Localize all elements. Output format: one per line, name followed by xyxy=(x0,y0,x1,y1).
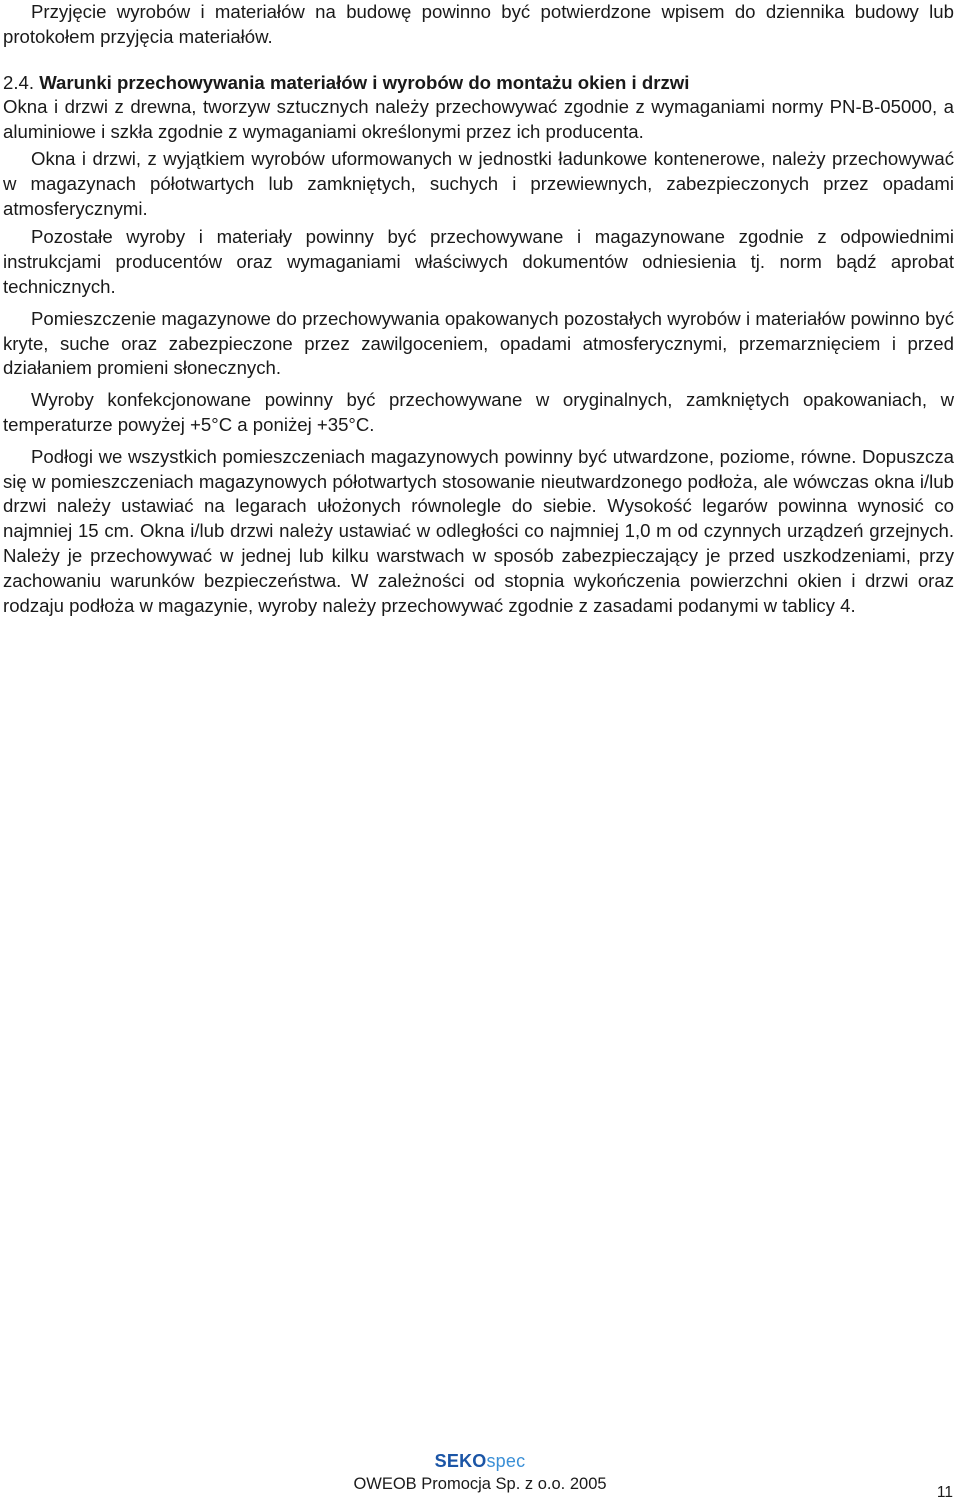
paragraph-storage-room: Pomieszczenie magazynowe do przechowywania opakowanych pozostałych wyrobów i materiałów powinno być kryte, suche oraz zabezpieczone przez zawilgoceniem, opadami atmosferycznymi, przemarznięciem i przed działaniem promieni słonecznych. xyxy=(3,307,954,379)
page-footer xyxy=(0,1450,960,1494)
paragraph-floors: Podłogi we wszystkich pomieszczeniach magazynowych powinny być utwardzone, poziome, równe. Dopuszcza się w pomieszczeniach magazynowych półotwartych stosowanie nieutwardzonego podłoża, ale wówczas okna i/lub drzwi należy ustawiać na legarach ułożonych równolegle do siebie. Wysokość legarów powinna wynosić co najmniej 15 cm. Okna i/lub drzwi należy ustawiać w odległości co najmniej 1,0 m od czynnych urządzeń grzejnych. Należy je przechowywać w jednej lub kilku warstwach w sposób zabezpieczający je przed uszkodzeniami, przy zachowaniu warunków bezpieczeństwa. W zależności od stopnia wykończenia powierzchni okien i drzwi oraz rodzaju podłoża w magazynie, wyroby należy przechowywać zgodnie z zasadami podanymi w tablicy 4. xyxy=(3,445,954,616)
paragraph-other-products: Pozostałe wyroby i materiały powinny być przechowywane i magazynowane zgodnie z odpowiednimi instrukcjami producentów oraz wymaganiami właściwych dokumentów odniesienia tj. norm bądź aprobat technicznych. xyxy=(3,226,954,297)
footer-company-line: OWEOB Promocja Sp. z o.o. 2005 xyxy=(353,1475,607,1493)
document-body xyxy=(3,0,954,618)
logo-part-seko: SEKO xyxy=(434,1451,487,1471)
paragraph-storage-norm: Okna i drzwi z drewna, tworzyw sztucznych należy przechowywać zgodnie z wymaganiami normy PN-B-05000, a aluminiowe i szkła zgodnie z wymaganiami określonymi przez ich producenta. xyxy=(3,96,954,143)
paragraph-packaged-products: Wyroby konfekcjonowane powinny być przechowywane w oryginalnych, zamkniętych opakowaniach, w temperaturze powyżej +5°C a poniżej +35°C. xyxy=(3,389,954,435)
intro-paragraph: Przyjęcie wyrobów i materiałów na budowę powinno być potwierdzone wpisem do dziennika budowy lub protokołem przyjęcia materiałów. xyxy=(3,1,954,47)
logo-part-spec: spec xyxy=(486,1451,526,1471)
paragraph-warehouse-conditions: Okna i drzwi, z wyjątkiem wyrobów uformowanych w jednostki ładunkowe kontenerowe, należy przechowywać w magazynach półotwartych lub zamkniętych, suchych i przewiewnych, zabezpieczonych przez opadami atmosferycznymi. xyxy=(3,147,954,219)
section-heading xyxy=(3,71,954,96)
page-number: 11 xyxy=(936,1484,953,1501)
section-title: Warunki przechowywania materiałów i wyrobów do montażu okien i drzwi xyxy=(39,71,690,93)
sekospec-logo xyxy=(0,1450,960,1472)
section-number: 2.4. xyxy=(3,71,35,93)
